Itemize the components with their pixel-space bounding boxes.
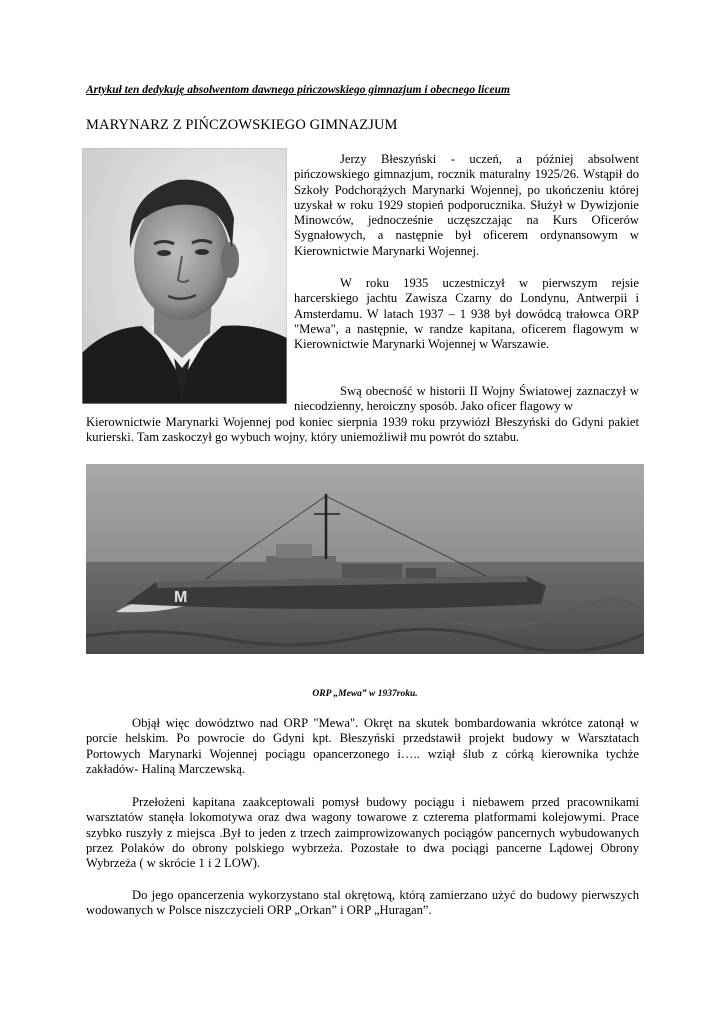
ship-illustration: [86, 464, 644, 654]
paragraph-3-text-a: Kierownictwie Marynarki Wojennej pod koniec sierpnia 1939 roku przywiózł Błeszyński do Gdyni pakiet kurierski. Tam zaskoczył go wybuch wojny: [86, 415, 639, 445]
ship-caption: ORP „Mewa” w 1937roku.: [312, 689, 418, 699]
ship-photo: [86, 464, 644, 654]
dedication-line: Artykuł ten dedykuję absolwentom dawnego pińczowskiego gimnazjum i obecnego liceum: [86, 84, 510, 96]
hull-mark: M: [174, 589, 188, 606]
article-title: MARYNARZ Z PIŃCZOWSKIEGO GIMNAZJUM: [86, 117, 398, 133]
paragraph-3-comma: ,: [304, 430, 308, 445]
portrait-photo: [82, 148, 287, 404]
paragraph-5: Przełożeni kapitana zaakceptowali pomysł budowy pociągu i niebawem przed pracownikami warsztatów stanęła lokomotywa oraz dwa wagony towarowe z czterema platformami kolejowymi. Prace szybko ruszyły z miejsca .Był to jeden z trzech zaimprowizowanych pociągów pancernych wybudowanych przez Polaków do obrony polskiego wybrzeża. Pozostałe to dwa pociągi pancerne Lądowej Obrony Wybrzeża ( w skrócie 1 i 2 LOW).: [86, 795, 639, 871]
paragraph-4: Objął więc dowództwo nad ORP "Mewa". Okręt na skutek bombardowania wkrótce zatonął w porcie helskim. Po powrocie do Gdyni kpt. Błeszyński przedstawił projekt budowy w Warsztatach Portowych Marynarki Wojennej pociągu opancerzonego i….. wziął ślub z córką kierownika tychże zakładów- Haliną Marczewską.: [86, 716, 639, 776]
paragraph-2: W roku 1935 uczestniczył w pierwszym rejsie harcerskiego jachtu Zawisza Czarny do Londynu, Antwerpii i Amsterdamu. W latach 1937 – 1 938 był dowódcą trałowca ORP "Mewa", a następnie, w randze kapitana, oficerem flagowym w Kierownictwie Marynarki Wojennej w Warszawie.: [294, 276, 639, 352]
paragraph-1: Jerzy Błeszyński - uczeń, a później absolwent pińczowskiego gimnazjum, rocznik maturalny 1925/26. Wstąpił do Szkoły Podchorążych Marynarki Wojennej, po ukończeniu której uzyskał w roku 1929 stopień podporucznika. Służył w Dywizjonie Minowców, jednocześnie uczęszczając na Kurs Oficerów Sygnałowych, a następnie był oficerem ordynansowym w Kierownictwie Marynarki Wojennej.: [294, 152, 639, 258]
paragraph-3-start: Swą obecność w historii II Wojny Światowej zaznaczył w niecodzienny, heroiczny sposób. Jako oficer flagowy w: [294, 384, 639, 414]
paragraph-3-continued: [86, 415, 639, 446]
portrait-illustration: [82, 148, 287, 404]
paragraph-3-text-b: który uniemożliwił mu powrót do sztabu.: [307, 430, 520, 445]
paragraph-6: Do jego opancerzenia wykorzystano stal okrętową, którą zamierzano użyć do budowy pierwszych wodowanych w Polsce niszczycieli ORP „Orkan” i ORP „Huragan”.: [86, 888, 639, 918]
